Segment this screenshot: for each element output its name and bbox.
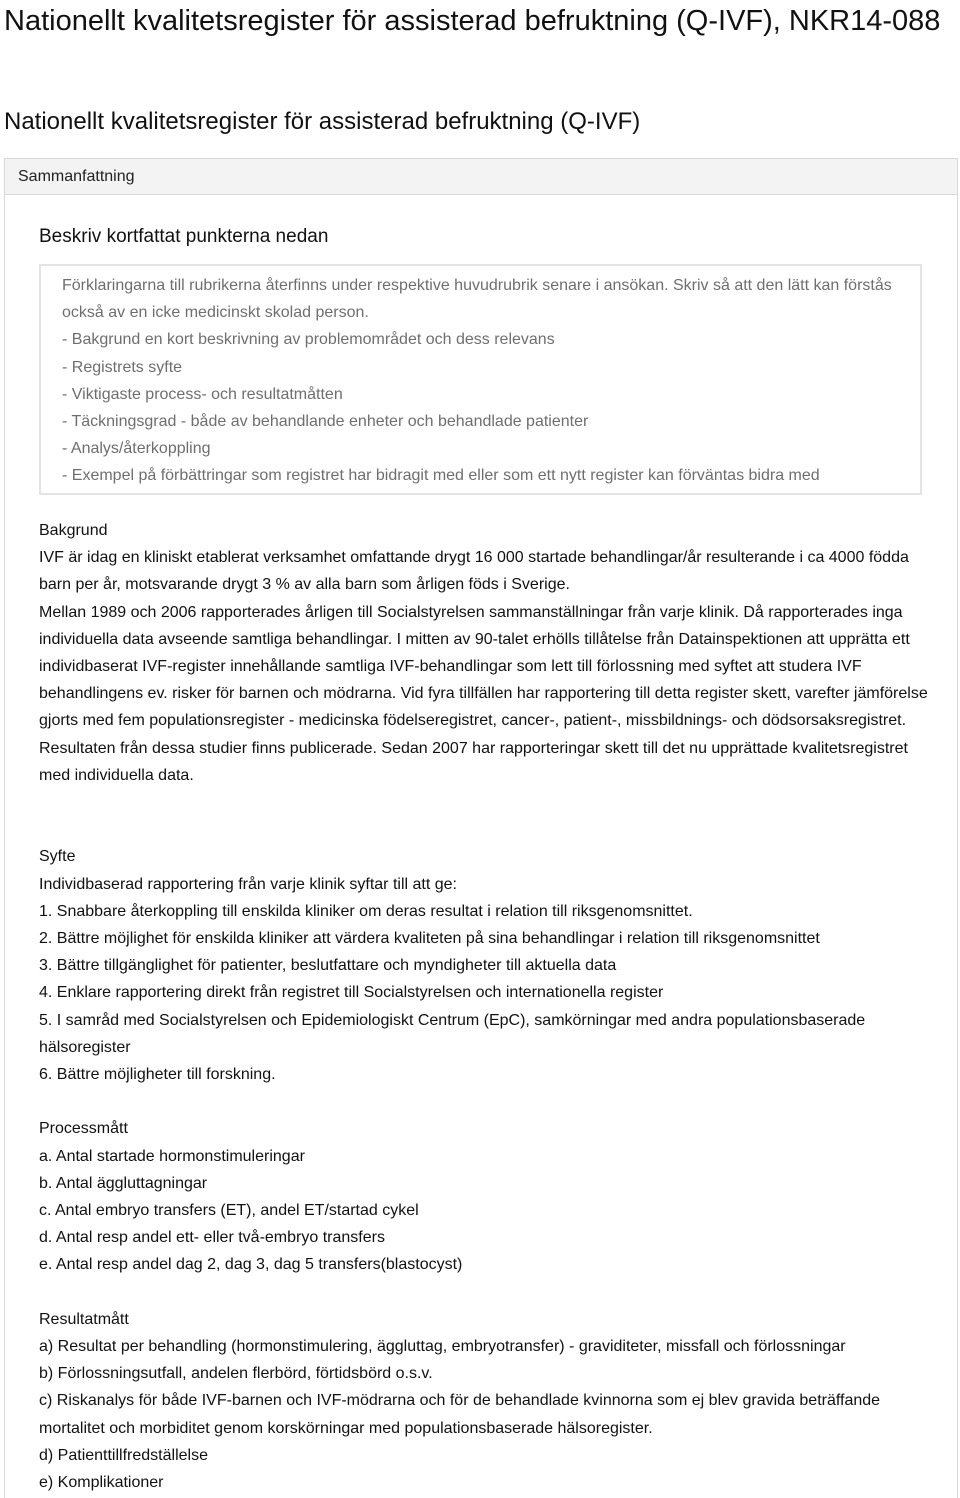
processmatt-item: c. Antal embryo transfers (ET), andel ET/startad cykel bbox=[39, 1202, 419, 1220]
bakgrund-heading: Bakgrund bbox=[39, 522, 108, 539]
instruction-item: - Registrets syfte bbox=[62, 358, 183, 376]
instruction-item: - Viktigaste process- och resultatmåtten bbox=[62, 385, 343, 403]
instructions-intro: Förklaringarna till rubrikerna återfinns under respektive huvudrubrik senare i ansökan. Skriv så att den lätt kan förstås också av en icke medicinskt skolad person. bbox=[62, 277, 892, 322]
instruction-item: - Exempel på förbättringar som registret har bidragit med eller som ett nytt register kan förväntas bidra med bbox=[62, 467, 820, 485]
bakgrund-paragraph: IVF är idag en kliniskt etablerat verksamhet omfattande drygt 16 000 startade behandlingar/år resulterande i ca 4000 födda barn per år, motsvarande drygt 3 % av alla barn som årligen föds i Sverige. bbox=[39, 549, 909, 594]
syfte-item: 6. Bättre möjligheter till forskning. bbox=[39, 1066, 276, 1084]
summary-content bbox=[39, 517, 929, 1496]
resultatmatt-heading: Resultatmått bbox=[39, 1310, 129, 1328]
resultatmatt-item: a) Resultat per behandling (hormonstimulering, äggluttag, embryotransfer) - graviditeter, missfall och förlossningar bbox=[39, 1338, 846, 1356]
syfte-item: 2. Bättre möjlighet för enskilda kliniker att värdera kvaliteten på sina behandlingar i relation till riksgenomsnittet bbox=[39, 930, 820, 948]
instruction-item: - Analys/återkoppling bbox=[62, 440, 211, 458]
processmatt-item: d. Antal resp andel ett- eller två-embryo transfers bbox=[39, 1229, 385, 1247]
processmatt-item: b. Antal äggluttagningar bbox=[39, 1174, 208, 1192]
page-title: Nationellt kvalitetsregister för assisterad befruktning (Q-IVF), NKR14-088 bbox=[4, 5, 941, 37]
syfte-heading: Syfte bbox=[39, 848, 76, 866]
page-subtitle: Nationellt kvalitetsregister för assisterad befruktning (Q-IVF) bbox=[4, 108, 641, 135]
syfte-item: 4. Enklare rapportering direkt från registret till Socialstyrelsen och internationella register bbox=[39, 984, 664, 1002]
processmatt-item: e. Antal resp andel dag 2, dag 3, dag 5 transfers(blastocyst) bbox=[39, 1256, 463, 1274]
instruction-item: - Täckningsgrad - både av behandlande enheter och behandlade patienter bbox=[62, 413, 589, 431]
resultatmatt-item: e) Komplikationer bbox=[39, 1474, 164, 1492]
instructions-box bbox=[39, 264, 922, 495]
syfte-item: 1. Snabbare återkoppling till enskilda kliniker om deras resultat i relation till riksgenomsnittet. bbox=[39, 902, 693, 920]
syfte-item: 3. Bättre tillgänglighet för patienter, beslutfattare och myndigheter till aktuella data bbox=[39, 957, 617, 975]
panel-heading: Sammanfattning bbox=[5, 159, 957, 195]
syfte-item: 5. I samråd med Socialstyrelsen och Epidemiologiskt Centrum (EpC), samkörningar med andra populationsbaserade hälsoregister bbox=[39, 1011, 866, 1056]
instruction-item: - Bakgrund en kort beskrivning av problemområdet och dess relevans bbox=[62, 331, 555, 349]
processmatt-heading: Processmått bbox=[39, 1120, 128, 1138]
resultatmatt-item: d) Patienttillfredställelse bbox=[39, 1446, 208, 1464]
processmatt-item: a. Antal startade hormonstimuleringar bbox=[39, 1147, 305, 1165]
bakgrund-paragraph: Mellan 1989 och 2006 rapporterades årligen till Socialstyrelsen sammanställningar från varje klinik. Då rapporterades inga individuella data avseende samtliga behandlingar. I mitten av 90-talet erhölls tillåtelse från Datainspektionen att upprätta ett individbaserat IVF-register innehållande samtliga IVF-behandlingar som lett till förlossning med syftet att studera IVF behandlingens ev. risker för barnen och mödrarna. Vid fyra tillfällen har rapportering till detta register skett, varefter jämförelse gjorts med fem populationsregister - medicinska födelseregistret, cancer-, patient-, missbildnings- och dödsorsaksregistret. Resultaten från dessa studier finns publicerade. Sedan 2007 har rapporteringar skett till det nu upprättade kvalitetsregistret med individuella data. bbox=[39, 603, 928, 784]
resultatmatt-item: c) Riskanalys för både IVF-barnen och IVF-mödrarna och för de behandlade kvinnorna som ej blev gravida beträffande mortalitet och morbiditet genom korskörningar med populationsbaserade hälsoregister. bbox=[39, 1392, 881, 1437]
syfte-intro: Individbaserad rapportering från varje klinik syftar till att ge: bbox=[39, 875, 457, 893]
section-title: Beskriv kortfattat punkterna nedan bbox=[39, 226, 329, 247]
resultatmatt-item: b) Förlossningsutfall, andelen flerbörd, förtidsbörd o.s.v. bbox=[39, 1365, 433, 1383]
